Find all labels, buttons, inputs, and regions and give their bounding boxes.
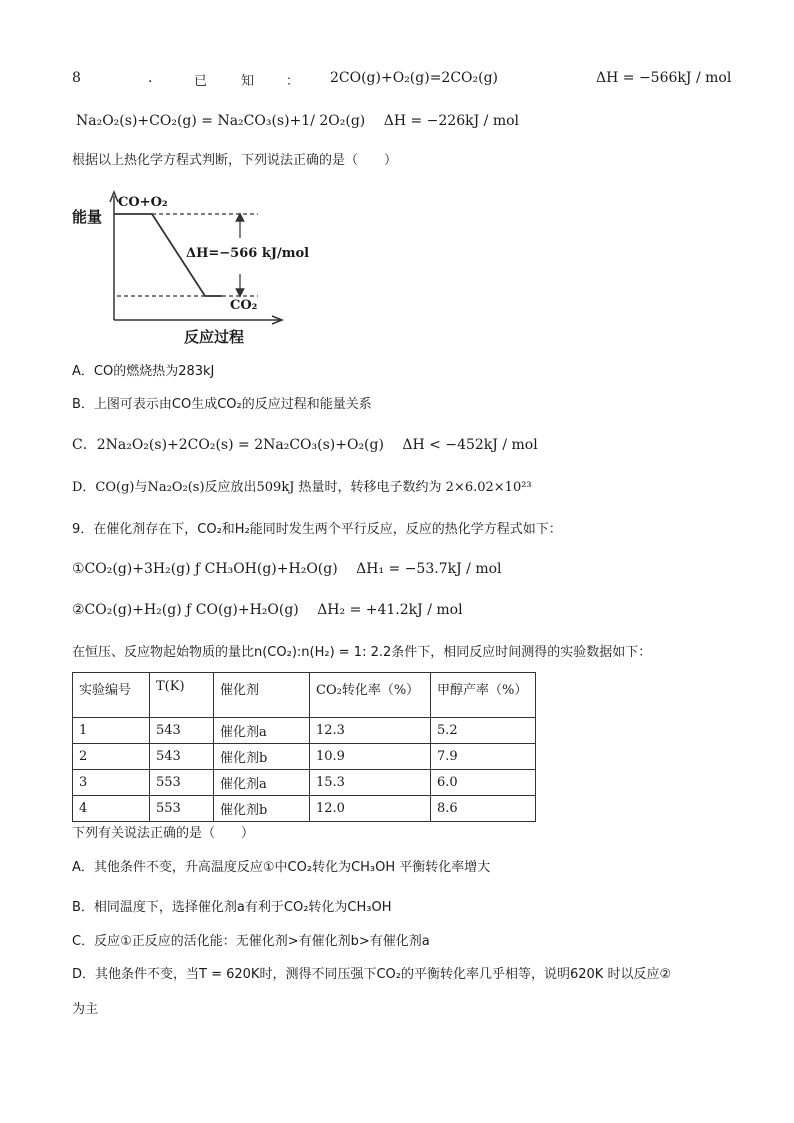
q9-option-a: A．其他条件不变，升高温度反应①中CO₂转化为CH₃OH 平衡转化率增大	[72, 860, 491, 875]
equation-2: Na₂O₂(s)+CO₂(g) = Na₂CO₃(s)+1/ 2O₂(g)	[76, 113, 366, 129]
given-char-1: 已	[194, 74, 208, 89]
table-cell: 催化剂b	[214, 796, 310, 822]
energy-axis-label: 能量	[72, 208, 103, 226]
q9-stem: 9．在催化剂存在下，CO₂和H₂能同时发生两个平行反应，反应的热化学方程式如下：	[72, 522, 562, 537]
table-cell: 12.0	[310, 796, 431, 822]
table-cell: 7.9	[431, 744, 536, 770]
table-cell: 15.3	[310, 770, 431, 796]
table-cell: 8.6	[431, 796, 536, 822]
q8-option-c: C．2Na₂O₂(s)+2CO₂(s) = 2Na₂CO₃(s)+O₂(g) ΔH < −452kJ / mol	[72, 437, 538, 453]
table-row	[73, 718, 536, 744]
enthalpy-1: ΔH = −566kJ / mol	[596, 70, 732, 86]
table-cell: 催化剂a	[214, 718, 310, 744]
delta-h-label: ΔH=−566 kJ/mol	[186, 246, 310, 261]
energy-diagram	[72, 190, 322, 350]
table-cell: 553	[150, 796, 214, 822]
table-cell: 催化剂a	[214, 770, 310, 796]
table-cell: 543	[150, 744, 214, 770]
table-cell: 4	[73, 796, 150, 822]
table-row	[73, 744, 536, 770]
reactants-label: CO+O₂	[118, 195, 168, 210]
q8-option-a: A．CO的燃烧热为283kJ	[72, 364, 215, 379]
given-char-2: 知	[241, 74, 255, 89]
question-number: 8	[72, 70, 81, 86]
q9-option-d-continued: 为主	[72, 1002, 99, 1017]
header-cell: 催化剂	[214, 673, 310, 718]
product-label: CO₂	[230, 298, 258, 313]
table-row	[73, 796, 536, 822]
table-header-row	[73, 673, 536, 718]
table-row	[73, 770, 536, 796]
table-cell: 10.9	[310, 744, 431, 770]
enthalpy-2: ΔH = −226kJ / mol	[383, 113, 520, 129]
table-cell: 6.0	[431, 770, 536, 796]
header-cell: 甲醇产率（%）	[431, 673, 536, 718]
table-cell: 1	[73, 718, 150, 744]
table-cell: 3	[73, 770, 150, 796]
given-colon: ：	[286, 74, 300, 89]
q9-option-b: B．相同温度下，选择催化剂a有利于CO₂转化为CH₃OH	[72, 900, 392, 915]
q8-equation-2-line	[76, 113, 519, 129]
q9-option-d: D．其他条件不变，当T = 620K时，测得不同压强下CO₂的平衡转化率几乎相等，说明620K 时以反应②	[72, 967, 672, 982]
q9-reaction-2: ②CO₂(g)+H₂(g) ƒ CO(g)+H₂O(g) ΔH₂ = +41.2kJ / mol	[72, 602, 463, 618]
header-cell: CO₂转化率（%）	[310, 673, 431, 718]
q8-option-d: D．CO(g)与Na₂O₂(s)反应放出509kJ 热量时，转移电子数约为 2×6.02×10²³	[72, 480, 532, 495]
punct-dot: .	[148, 70, 153, 86]
table-cell: 催化剂b	[214, 744, 310, 770]
table-cell: 543	[150, 718, 214, 744]
header-cell: T(K)	[150, 673, 214, 718]
q9-option-c: C．反应①正反应的活化能：无催化剂>有催化剂b>有催化剂a	[72, 934, 430, 949]
table-cell: 553	[150, 770, 214, 796]
q8-stem: 根据以上热化学方程式判断，下列说法正确的是（ ）	[72, 153, 398, 168]
equation-1: 2CO(g)+O₂(g)=2CO₂(g)	[330, 70, 499, 86]
q8-option-b: B．上图可表示由CO生成CO₂的反应过程和能量关系	[72, 397, 372, 412]
reaction-process-label: 反应过程	[184, 328, 245, 346]
experiment-table	[72, 672, 536, 822]
table-cell: 2	[73, 744, 150, 770]
header-cell: 实验编号	[73, 673, 150, 718]
q9-question: 下列有关说法正确的是（ ）	[72, 826, 255, 841]
q9-reaction-1: ①CO₂(g)+3H₂(g) ƒ CH₃OH(g)+H₂O(g) ΔH₁ = −53.7kJ / mol	[72, 561, 502, 577]
table-cell: 5.2	[431, 718, 536, 744]
q9-condition: 在恒压、反应物起始物质的量比n(CO₂):n(H₂) = 1: 2.2条件下，相同反应时间测得的实验数据如下：	[72, 645, 652, 660]
table-cell: 12.3	[310, 718, 431, 744]
